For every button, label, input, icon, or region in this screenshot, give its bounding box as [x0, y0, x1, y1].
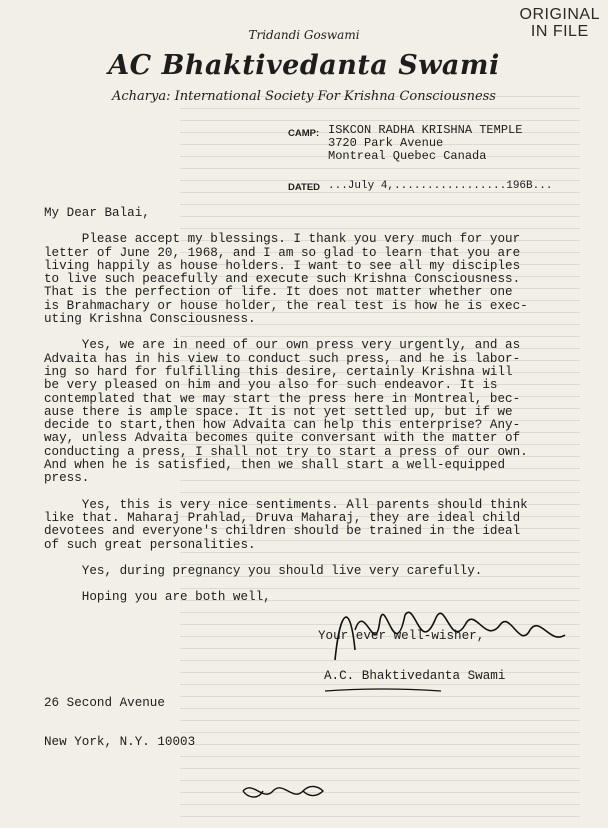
text-line: Yes, we are in need of our own press very urgently, and as — [44, 338, 521, 353]
text-line: conducting a press, I shall not try to start a press of our own. — [44, 444, 528, 459]
salutation: My Dear Balai, — [44, 206, 150, 220]
text-line: ause there is ample space. It is not yet settled up, but if we — [44, 404, 513, 419]
typed-signature: A.C. Bhaktivedanta Swami — [324, 668, 506, 683]
text-line: devotees and everyone's children should be trained in the ideal — [44, 524, 521, 539]
text-line: living happily as house holders. I want to see all my disciples — [44, 258, 521, 273]
paragraph-4: Yes, during pregnancy you should live very carefully. — [44, 563, 483, 578]
text-line: Advaita has in his view to conduct such press, and he is labor- — [44, 351, 521, 366]
letterhead-acharya: Acharya: International Society For Krishna Consciousness — [112, 89, 496, 104]
text-line: press. — [44, 471, 90, 486]
dated-value: ...July 4,.................196B... — [328, 180, 553, 192]
camp-label: CAMP: — [288, 128, 320, 139]
stamp-line-1: ORIGINAL — [519, 6, 600, 23]
paragraph-5: Hoping you are both well, — [44, 590, 271, 605]
camp-line-2: 3720 Park Avenue — [328, 136, 444, 150]
paragraph-3 — [44, 499, 564, 552]
return-address — [44, 670, 195, 776]
text-line: ing so hard for fulfilling this desire, certainly Krishna will — [44, 364, 513, 379]
handwritten-signature — [325, 590, 575, 670]
dated-label: DATED — [288, 182, 321, 193]
camp-line-1: ISKCON RADHA KRISHNA TEMPLE — [328, 123, 523, 137]
text-line: way, unless Advaita becomes quite conversant with the matter of — [44, 431, 521, 446]
address-line-2: New York, N.Y. 10003 — [44, 735, 196, 750]
text-line: contemplated that we may start the press here in Montreal, bec- — [44, 391, 521, 406]
text-line: like that. Maharaj Prahlad, Druva Maharaj, they are ideal child — [44, 510, 521, 525]
text-line: of such great personalities. — [44, 537, 256, 552]
address-line-1: 26 Second Avenue — [44, 695, 165, 710]
text-line: letter of June 20, 1968, and I am so glad to learn that you are — [44, 245, 521, 260]
paragraph-2 — [44, 339, 564, 485]
text-line: to live such peacefully and execute such Krishna Consciousness. — [44, 272, 521, 287]
text-line: uting Krishna Consciousness. — [44, 312, 256, 327]
text-line: is Brahmachary or house holder, the real test is how he is exec- — [44, 298, 528, 313]
closing: Your ever well-wisher, — [318, 629, 485, 644]
text-line: be very pleased on him and you also for such endeavor. It is — [44, 378, 498, 393]
letterhead-name: AC Bhaktivedanta Swami — [108, 50, 500, 81]
signature-underline — [323, 686, 443, 694]
text-line: decide to start,then how Advaita can help this enterprise? Any- — [44, 418, 521, 433]
paragraph-1 — [44, 233, 564, 326]
flourish-ornament — [238, 778, 328, 804]
letterhead-tridandi: Tridandi Goswami — [248, 28, 360, 42]
stamp-line-2: IN FILE — [530, 23, 589, 40]
text-line: Please accept my blessings. I thank you very much for your — [44, 232, 521, 247]
text-line: That is the perfection of life. It does not matter whether one — [44, 285, 513, 300]
text-line: And when he is satisfied, then we shall start a well-equipped — [44, 458, 506, 473]
camp-line-3: Montreal Quebec Canada — [328, 149, 487, 163]
camp-address — [328, 124, 522, 163]
text-line: Yes, this is very nice sentiments. All parents should think — [44, 497, 528, 512]
